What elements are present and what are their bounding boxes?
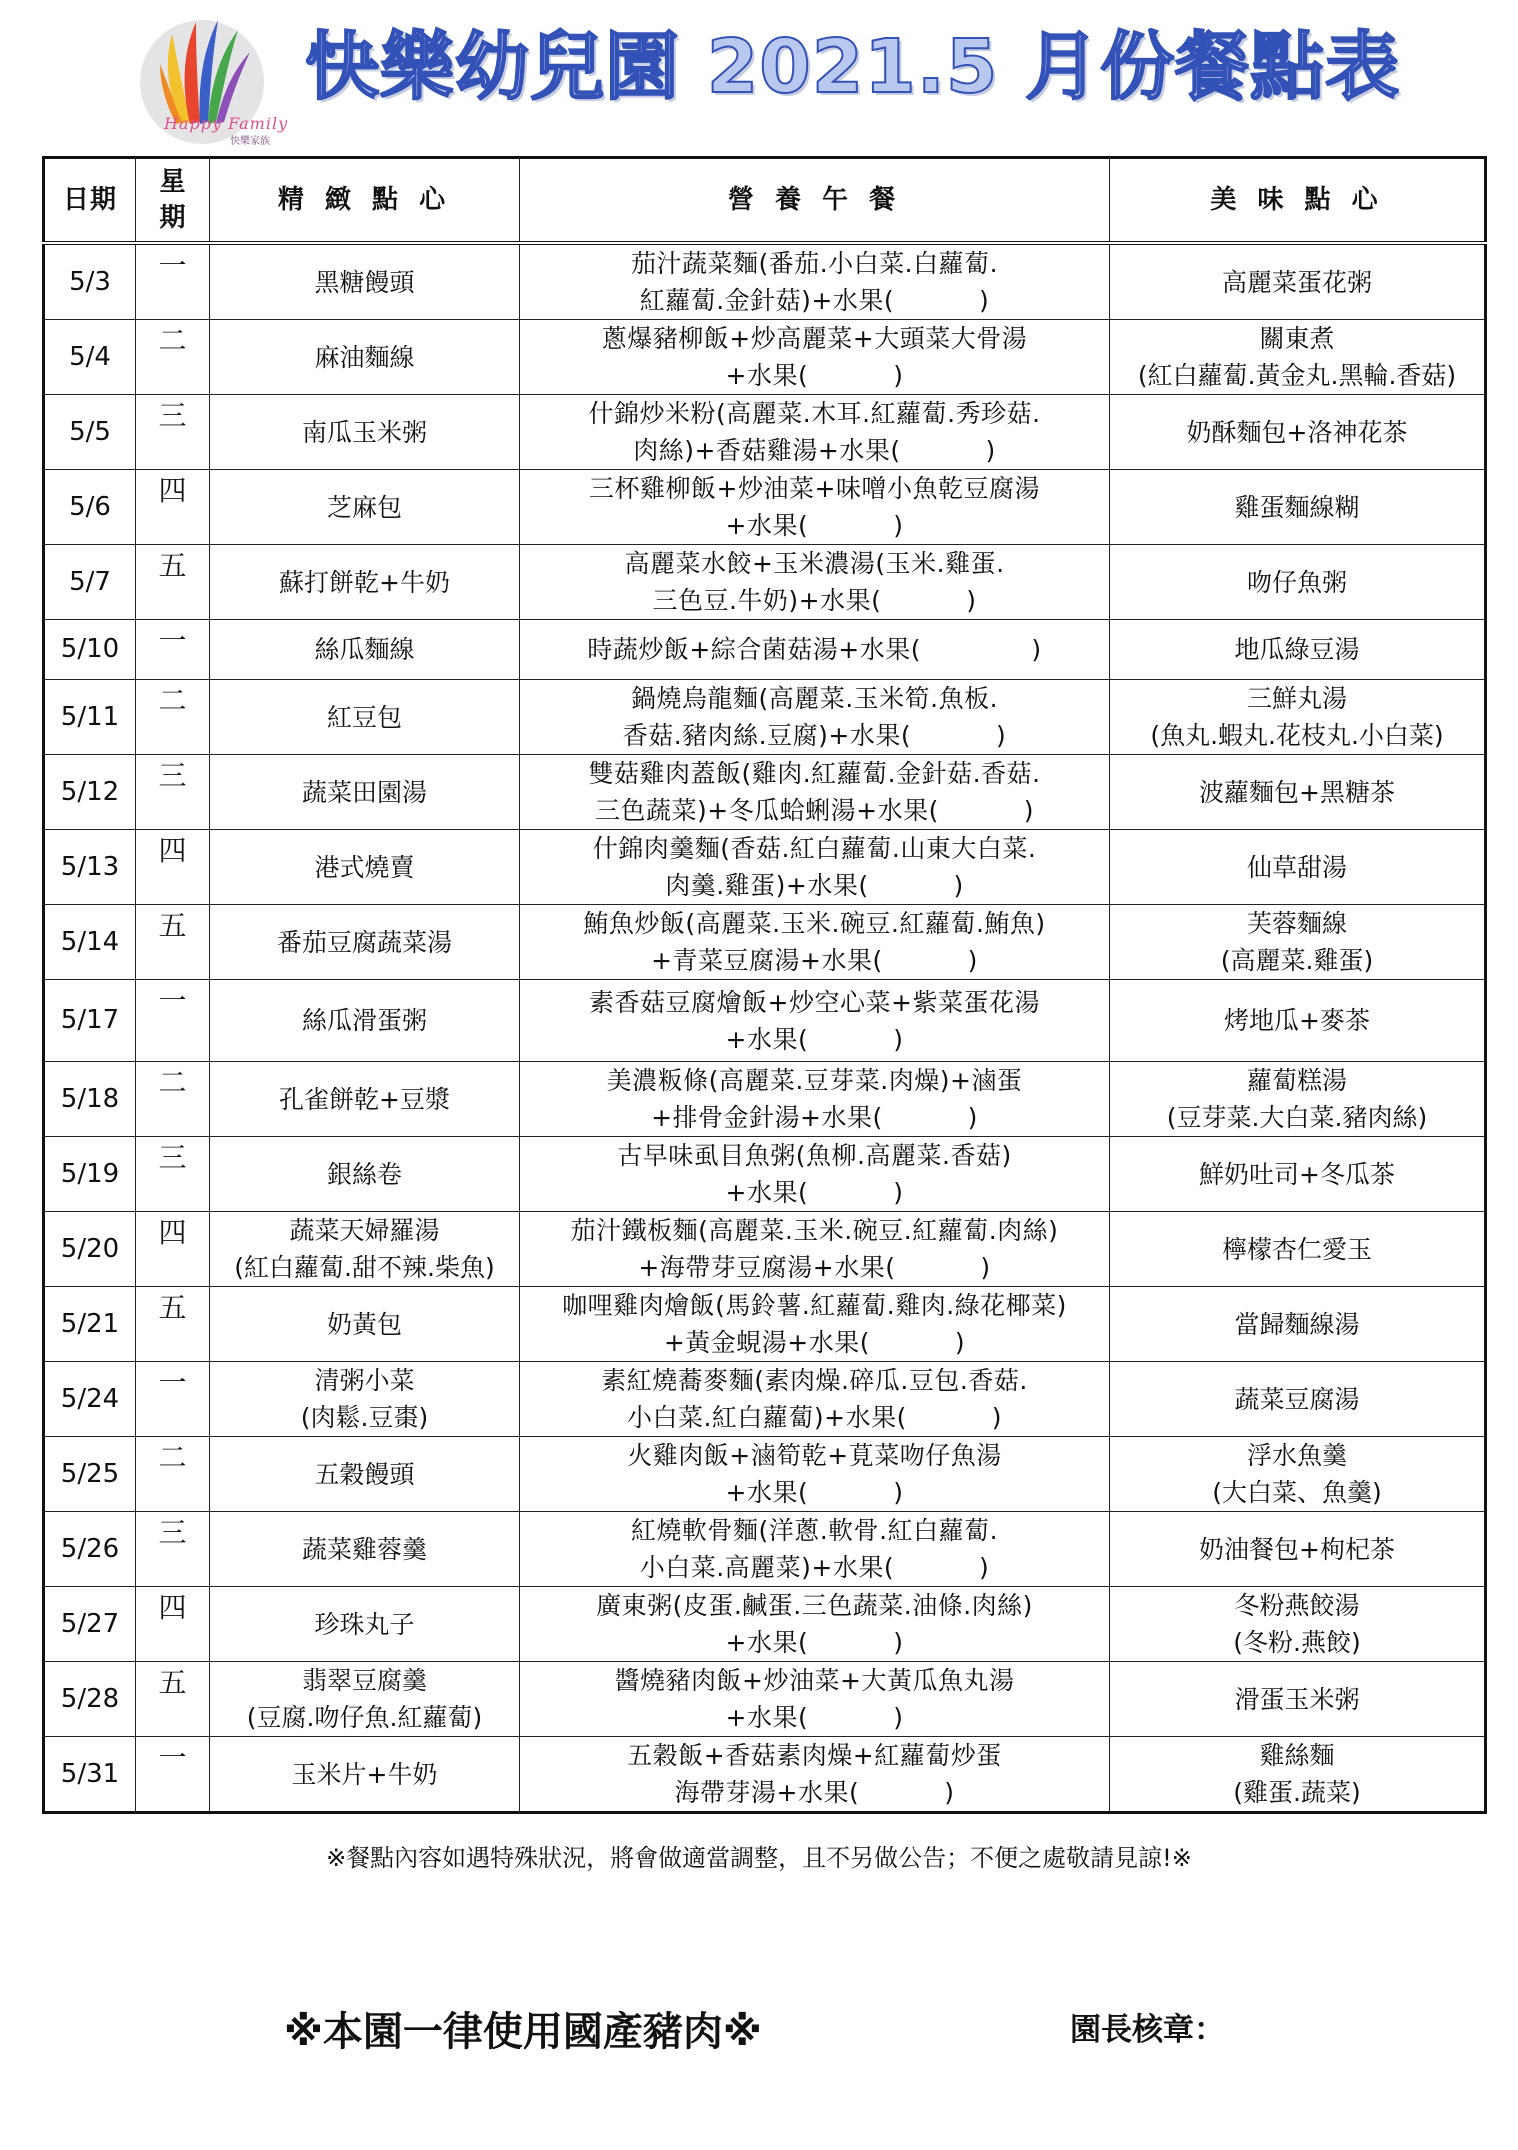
menu-lunch <box>520 1662 1110 1737</box>
menu-lunch-line: 茄汁蔬菜麵(番茄.小白菜.白蘿蔔. <box>630 249 999 278</box>
menu-morning-snack-line: 蔬菜田園湯 <box>301 777 427 807</box>
menu-lunch-line: 肉羹.雞蛋)+水果( ) <box>665 871 964 900</box>
menu-date: 5/24 <box>44 1362 136 1437</box>
menu-lunch-line: 咖哩雞肉燴飯(馬鈴薯.紅蘿蔔.雞肉.綠花椰菜) <box>562 1291 1067 1320</box>
menu-lunch <box>520 545 1110 620</box>
menu-morning-snack-line: 蔬菜雞蓉羹 <box>301 1534 427 1564</box>
menu-lunch <box>520 1062 1110 1137</box>
menu-lunch-line: 紅燒軟骨麵(洋蔥.軟骨.紅白蘿蔔. <box>630 1516 999 1545</box>
menu-afternoon-snack-line: 雞蛋麵線糊 <box>1234 492 1360 522</box>
menu-morning-snack-line: (豆腐.吻仔魚.紅蘿蔔) <box>246 1703 483 1732</box>
menu-afternoon-snack <box>1110 1737 1486 1813</box>
column-header-weekday-line-1: 星 <box>159 167 186 197</box>
menu-afternoon-snack <box>1110 755 1486 830</box>
menu-afternoon-snack-line: 仙草甜湯 <box>1246 852 1347 882</box>
menu-lunch-line: 高麗菜水餃+玉米濃湯(玉米.雞蛋. <box>624 549 1005 578</box>
menu-morning-snack-line: 南瓜玉米粥 <box>301 417 427 447</box>
menu-morning-snack <box>210 830 520 905</box>
menu-date: 5/14 <box>44 905 136 980</box>
menu-afternoon-snack <box>1110 620 1486 680</box>
menu-lunch-line: 什錦肉羹麵(香菇.紅白蘿蔔.山東大白菜. <box>592 834 1037 863</box>
principal-approval-label: 園長核章： <box>1070 2012 1225 2048</box>
menu-lunch <box>520 1137 1110 1212</box>
school-logo <box>138 14 308 154</box>
menu-afternoon-snack <box>1110 470 1486 545</box>
menu-row <box>44 1737 1486 1813</box>
menu-row <box>44 1212 1486 1287</box>
menu-afternoon-snack <box>1110 1212 1486 1287</box>
menu-morning-snack-line: 珍珠丸子 <box>314 1609 415 1639</box>
menu-date: 5/13 <box>44 830 136 905</box>
menu-date: 5/28 <box>44 1662 136 1737</box>
menu-date: 5/6 <box>44 470 136 545</box>
domestic-pork-statement: ※本園一律使用國產豬肉※ <box>284 2009 762 2055</box>
menu-lunch-line: 茄汁鐵板麵(高麗菜.玉米.碗豆.紅蘿蔔.肉絲) <box>570 1216 1059 1245</box>
menu-lunch-line: 三杯雞柳飯+炒油菜+味噌小魚乾豆腐湯 <box>589 474 1040 503</box>
menu-afternoon-snack-line: 奶酥麵包+洛神花茶 <box>1186 417 1408 447</box>
menu-lunch-line: 美濃粄條(高麗菜.豆芽菜.肉燥)+滷蛋 <box>606 1066 1023 1095</box>
menu-lunch-line: +青菜豆腐湯+水果( ) <box>651 946 978 975</box>
menu-row <box>44 470 1486 545</box>
menu-afternoon-snack <box>1110 980 1486 1062</box>
menu-afternoon-snack-line: 當歸麵線湯 <box>1234 1309 1360 1339</box>
menu-lunch-line: 紅蘿蔔.金針菇)+水果( ) <box>639 286 990 315</box>
menu-lunch-line: +水果( ) <box>725 1478 904 1507</box>
menu-morning-snack <box>210 320 520 395</box>
menu-morning-snack <box>210 470 520 545</box>
menu-date: 5/12 <box>44 755 136 830</box>
menu-afternoon-snack-line: 蔬菜豆腐湯 <box>1234 1384 1360 1414</box>
menu-date: 5/17 <box>44 980 136 1062</box>
menu-morning-snack-line: 紅豆包 <box>326 702 402 732</box>
menu-afternoon-snack-line: 浮水魚羹 <box>1246 1441 1347 1470</box>
menu-lunch <box>520 620 1110 680</box>
menu-afternoon-snack <box>1110 545 1486 620</box>
menu-row <box>44 545 1486 620</box>
menu-afternoon-snack-line: (豆芽菜.大白菜.豬肉絲) <box>1166 1103 1428 1132</box>
menu-row <box>44 1662 1486 1737</box>
menu-lunch <box>520 1587 1110 1662</box>
menu-morning-snack-line: 蔬菜天婦羅湯 <box>289 1216 440 1245</box>
logo-brand-text: Happy Family <box>164 114 289 133</box>
menu-lunch <box>520 1362 1110 1437</box>
menu-morning-snack-line: 蘇打餅乾+牛奶 <box>279 567 450 597</box>
menu-afternoon-snack-line: 雞絲麵 <box>1259 1741 1335 1770</box>
menu-lunch-line: +排骨金針湯+水果( ) <box>651 1103 978 1132</box>
menu-afternoon-snack-line: 鮮奶吐司+冬瓜茶 <box>1199 1159 1395 1189</box>
menu-afternoon-snack-line: 檸檬杏仁愛玉 <box>1221 1234 1372 1264</box>
menu-lunch-line: 什錦炒米粉(高麗菜.木耳.紅蘿蔔.秀珍菇. <box>588 399 1041 428</box>
menu-lunch-line: 海帶芽湯+水果( ) <box>674 1778 955 1807</box>
column-header-date: 日期 <box>44 158 136 244</box>
menu-morning-snack-line: 孔雀餅乾+豆漿 <box>279 1084 450 1114</box>
menu-row <box>44 243 1486 320</box>
menu-date: 5/4 <box>44 320 136 395</box>
menu-afternoon-snack <box>1110 830 1486 905</box>
table-header-row <box>44 158 1486 244</box>
menu-date: 5/25 <box>44 1437 136 1512</box>
column-header-morning-snack: 精 緻 點 心 <box>210 158 520 244</box>
menu-lunch-line: 古早味虱目魚粥(魚柳.高麗菜.香菇) <box>617 1141 1012 1170</box>
menu-afternoon-snack <box>1110 680 1486 755</box>
column-header-afternoon-snack: 美 味 點 心 <box>1110 158 1486 244</box>
menu-afternoon-snack <box>1110 395 1486 470</box>
menu-weekday: 四 <box>136 1587 210 1662</box>
menu-date: 5/18 <box>44 1062 136 1137</box>
menu-afternoon-snack-line: 高麗菜蛋花粥 <box>1221 267 1372 297</box>
menu-weekday: 三 <box>136 1512 210 1587</box>
menu-afternoon-snack <box>1110 1287 1486 1362</box>
menu-date: 5/10 <box>44 620 136 680</box>
menu-morning-snack <box>210 980 520 1062</box>
menu-lunch-line: 火雞肉飯+滷筍乾+莧菜吻仔魚湯 <box>627 1441 1002 1470</box>
menu-weekday: 五 <box>136 545 210 620</box>
menu-date: 5/5 <box>44 395 136 470</box>
menu-lunch-line: 素香菇豆腐燴飯+炒空心菜+紫菜蛋花湯 <box>589 987 1040 1017</box>
menu-weekday: 五 <box>136 905 210 980</box>
menu-morning-snack <box>210 905 520 980</box>
menu-lunch-line: 三色蔬菜)+冬瓜蛤蜊湯+水果( ) <box>594 796 1035 825</box>
menu-lunch-line: +水果( ) <box>725 511 904 540</box>
menu-afternoon-snack-line: 奶油餐包+枸杞茶 <box>1199 1534 1395 1564</box>
menu-morning-snack <box>210 1662 520 1737</box>
menu-row <box>44 830 1486 905</box>
menu-row <box>44 1437 1486 1512</box>
menu-weekday: 三 <box>136 395 210 470</box>
menu-lunch-line: +黃金蜆湯+水果( ) <box>663 1328 966 1357</box>
menu-morning-snack <box>210 545 520 620</box>
menu-lunch-line: 廣東粥(皮蛋.鹹蛋.三色蔬菜.油條.肉絲) <box>596 1591 1033 1620</box>
menu-lunch-line: +水果( ) <box>725 361 904 390</box>
menu-afternoon-snack-line: 滑蛋玉米粥 <box>1234 1684 1360 1714</box>
menu-lunch <box>520 755 1110 830</box>
menu-lunch <box>520 905 1110 980</box>
menu-lunch <box>520 1212 1110 1287</box>
menu-morning-snack-line: (肉鬆.豆棗) <box>300 1403 429 1432</box>
menu-weekday: 三 <box>136 755 210 830</box>
menu-lunch <box>520 470 1110 545</box>
menu-afternoon-snack-line: 吻仔魚粥 <box>1246 567 1347 597</box>
logo-brand-subtext: 快樂家族 <box>230 136 270 147</box>
menu-date: 5/19 <box>44 1137 136 1212</box>
page-title: 快樂幼兒園 2021.5 月份餐點表 <box>305 24 1401 110</box>
menu-date: 5/27 <box>44 1587 136 1662</box>
menu-row <box>44 680 1486 755</box>
menu-afternoon-snack-line: 地瓜綠豆湯 <box>1234 635 1360 664</box>
menu-lunch <box>520 680 1110 755</box>
menu-morning-snack-line: 清粥小菜 <box>314 1366 415 1395</box>
menu-lunch-line: 小白菜.高麗菜)+水果( ) <box>639 1553 990 1582</box>
menu-morning-snack <box>210 395 520 470</box>
menu-afternoon-snack-line: 三鮮丸湯 <box>1246 684 1347 713</box>
menu-afternoon-snack <box>1110 243 1486 320</box>
menu-afternoon-snack <box>1110 905 1486 980</box>
menu-afternoon-snack-line: 波蘿麵包+黑糖茶 <box>1199 777 1395 807</box>
menu-morning-snack <box>210 1587 520 1662</box>
menu-afternoon-snack-line: (雞蛋.蔬菜) <box>1233 1778 1361 1807</box>
menu-lunch <box>520 1737 1110 1813</box>
menu-afternoon-snack <box>1110 320 1486 395</box>
menu-weekday: 一 <box>136 620 210 680</box>
menu-afternoon-snack-line: 關東煮 <box>1259 324 1335 353</box>
menu-weekday: 一 <box>136 980 210 1062</box>
menu-lunch <box>520 320 1110 395</box>
menu-afternoon-snack-line: 蘿蔔糕湯 <box>1246 1066 1347 1095</box>
menu-lunch-line: 鮪魚炒飯(高麗菜.玉米.碗豆.紅蘿蔔.鮪魚) <box>583 909 1046 938</box>
menu-weekday: 二 <box>136 320 210 395</box>
menu-afternoon-snack-line: (高麗菜.雞蛋) <box>1220 946 1374 975</box>
menu-afternoon-snack <box>1110 1437 1486 1512</box>
menu-row <box>44 980 1486 1062</box>
menu-row <box>44 1587 1486 1662</box>
menu-morning-snack-line: 翡翠豆腐羹 <box>301 1666 427 1695</box>
menu-morning-snack-line: 五穀饅頭 <box>314 1459 415 1489</box>
menu-date: 5/31 <box>44 1737 136 1813</box>
menu-row <box>44 620 1486 680</box>
menu-lunch <box>520 1512 1110 1587</box>
menu-afternoon-snack-line: (冬粉.燕餃) <box>1233 1628 1361 1657</box>
menu-lunch <box>520 980 1110 1062</box>
menu-afternoon-snack <box>1110 1362 1486 1437</box>
menu-row <box>44 1287 1486 1362</box>
menu-lunch-line: 三色豆.牛奶)+水果( ) <box>652 586 977 615</box>
menu-date: 5/26 <box>44 1512 136 1587</box>
menu-lunch <box>520 830 1110 905</box>
menu-lunch-line: +海帶芽豆腐湯+水果( ) <box>638 1253 991 1282</box>
menu-weekday: 四 <box>136 1212 210 1287</box>
menu-morning-snack <box>210 1737 520 1813</box>
menu-row <box>44 1512 1486 1587</box>
menu-row <box>44 320 1486 395</box>
menu-morning-snack-line: 奶黃包 <box>326 1309 402 1339</box>
menu-afternoon-snack <box>1110 1512 1486 1587</box>
menu-lunch <box>520 1437 1110 1512</box>
menu-afternoon-snack-line: (魚丸.蝦丸.花枝丸.小白菜) <box>1150 721 1444 750</box>
menu-weekday: 三 <box>136 1137 210 1212</box>
menu-date: 5/20 <box>44 1212 136 1287</box>
menu-morning-snack-line: (紅白蘿蔔.甜不辣.柴魚) <box>234 1253 495 1282</box>
menu-weekday: 一 <box>136 1737 210 1813</box>
adjustment-notice: ※餐點內容如遇特殊狀況，將會做適當調整，且不另做公告；不便之處敬請見諒!※ <box>326 1844 1192 1872</box>
menu-morning-snack <box>210 1437 520 1512</box>
menu-morning-snack <box>210 620 520 680</box>
menu-date: 5/7 <box>44 545 136 620</box>
menu-morning-snack <box>210 1062 520 1137</box>
menu-weekday: 四 <box>136 830 210 905</box>
menu-lunch-line: +水果( ) <box>725 1178 904 1207</box>
menu-morning-snack <box>210 680 520 755</box>
menu-row <box>44 1062 1486 1137</box>
menu-morning-snack <box>210 1212 520 1287</box>
menu-lunch-line: +水果( ) <box>725 1628 904 1657</box>
menu-morning-snack-line: 玉米片+牛奶 <box>291 1759 438 1789</box>
menu-morning-snack-line: 芝麻包 <box>326 492 402 522</box>
menu-row <box>44 1362 1486 1437</box>
menu-date: 5/11 <box>44 680 136 755</box>
menu-morning-snack-line: 番茄豆腐蔬菜湯 <box>276 927 452 957</box>
menu-weekday: 二 <box>136 680 210 755</box>
menu-row <box>44 755 1486 830</box>
menu-afternoon-snack-line: (大白菜、魚羹) <box>1212 1478 1382 1507</box>
menu-morning-snack-line: 黑糖饅頭 <box>314 267 415 297</box>
menu-lunch <box>520 1287 1110 1362</box>
menu-morning-snack <box>210 1137 520 1212</box>
menu-afternoon-snack-line: 芙蓉麵線 <box>1246 909 1347 938</box>
column-header-lunch: 營 養 午 餐 <box>520 158 1110 244</box>
menu-lunch-line: 小白菜.紅白蘿蔔)+水果( ) <box>626 1403 1003 1432</box>
menu-table <box>42 156 1487 1814</box>
menu-lunch-line: +水果( ) <box>725 1703 904 1732</box>
menu-lunch-line: 雙菇雞肉蓋飯(雞肉.紅蘿蔔.金針菇.香菇. <box>588 759 1041 788</box>
menu-date: 5/21 <box>44 1287 136 1362</box>
menu-weekday: 二 <box>136 1062 210 1137</box>
menu-morning-snack-line: 麻油麵線 <box>314 342 415 372</box>
menu-lunch-line: 醬燒豬肉飯+炒油菜+大黃瓜魚丸湯 <box>614 1666 1015 1695</box>
menu-afternoon-snack-line: 冬粉燕餃湯 <box>1234 1591 1360 1620</box>
menu-afternoon-snack-line: 烤地瓜+麥茶 <box>1224 1006 1370 1035</box>
menu-table-body <box>44 243 1486 1813</box>
menu-lunch-line: 素紅燒蕎麥麵(素肉燥.碎瓜.豆包.香菇. <box>601 1366 1028 1395</box>
menu-weekday: 五 <box>136 1287 210 1362</box>
menu-date: 5/3 <box>44 243 136 320</box>
menu-morning-snack <box>210 1287 520 1362</box>
menu-lunch-line: 肉絲)+香菇雞湯+水果( ) <box>633 436 996 465</box>
menu-row <box>44 395 1486 470</box>
menu-lunch-line: 蔥爆豬柳飯+炒高麗菜+大頭菜大骨湯 <box>601 324 1028 353</box>
menu-afternoon-snack <box>1110 1587 1486 1662</box>
menu-weekday: 一 <box>136 1362 210 1437</box>
menu-morning-snack <box>210 755 520 830</box>
menu-lunch <box>520 243 1110 320</box>
menu-morning-snack <box>210 243 520 320</box>
menu-afternoon-snack <box>1110 1662 1486 1737</box>
menu-lunch <box>520 395 1110 470</box>
menu-afternoon-snack <box>1110 1137 1486 1212</box>
menu-afternoon-snack <box>1110 1062 1486 1137</box>
menu-afternoon-snack-line: (紅白蘿蔔.黃金丸.黑輪.香菇) <box>1137 361 1457 390</box>
menu-weekday: 一 <box>136 243 210 320</box>
menu-morning-snack <box>210 1512 520 1587</box>
menu-lunch-line: 時蔬炒飯+綜合菌菇湯+水果( ) <box>587 635 1042 664</box>
menu-weekday: 五 <box>136 1662 210 1737</box>
menu-lunch-line: +水果( ) <box>725 1024 904 1054</box>
menu-lunch-line: 香菇.豬肉絲.豆腐)+水果( ) <box>622 721 1007 750</box>
menu-lunch-line: 五穀飯+香菇素肉燥+紅蘿蔔炒蛋 <box>627 1741 1002 1770</box>
menu-weekday: 二 <box>136 1437 210 1512</box>
menu-lunch-line: 鍋燒烏龍麵(高麗菜.玉米筍.魚板. <box>630 684 999 713</box>
menu-morning-snack-line: 港式燒賣 <box>314 852 415 882</box>
menu-weekday: 四 <box>136 470 210 545</box>
menu-morning-snack <box>210 1362 520 1437</box>
menu-row <box>44 905 1486 980</box>
menu-morning-snack-line: 絲瓜麵線 <box>314 635 415 664</box>
menu-morning-snack-line: 銀絲卷 <box>326 1159 402 1189</box>
menu-row <box>44 1137 1486 1212</box>
column-header-weekday-line-2: 期 <box>159 203 186 233</box>
menu-morning-snack-line: 絲瓜滑蛋粥 <box>301 1006 427 1035</box>
column-header-weekday <box>136 158 210 244</box>
